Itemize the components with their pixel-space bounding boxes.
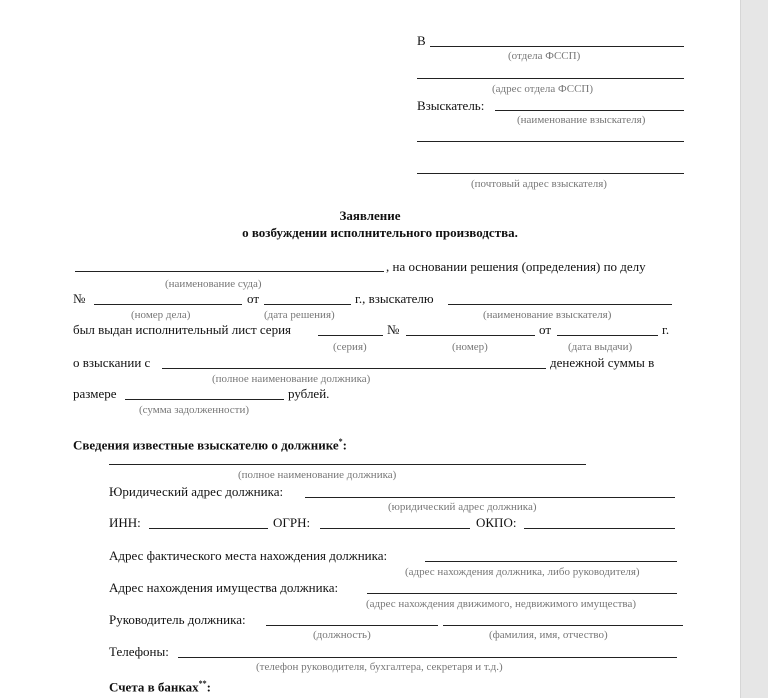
- caption-debtor-full: (полное наименование должника): [212, 373, 371, 385]
- recover-from-label: о взыскании с: [73, 355, 151, 370]
- phones-field[interactable]: [178, 657, 677, 658]
- fssp-address-field[interactable]: [417, 78, 684, 79]
- caption-claimant-postal: (почтовый адрес взыскателя): [471, 178, 607, 190]
- property-address-label: Адрес нахождения имущества должника:: [109, 580, 339, 595]
- caption-position: (должность): [313, 629, 371, 641]
- writ-number-label: №: [387, 322, 400, 337]
- head-position-field[interactable]: [266, 625, 438, 626]
- claimant-extra-field[interactable]: [417, 141, 684, 142]
- claimant-name-field[interactable]: [495, 110, 684, 111]
- claimant-label: Взыскатель:: [417, 98, 485, 113]
- writ-number-field[interactable]: [406, 335, 535, 336]
- case-from-label: от: [247, 291, 260, 306]
- caption-fssp-address: (адрес отдела ФССП): [492, 83, 594, 95]
- case-number-label: №: [73, 291, 86, 306]
- caption-series: (серия): [333, 341, 367, 353]
- claimant-postal-field[interactable]: [417, 173, 684, 174]
- actual-address-field[interactable]: [425, 561, 677, 562]
- inn-field[interactable]: [149, 528, 268, 529]
- caption-fssp-dept: (отдела ФССП): [508, 50, 581, 62]
- caption-actual-address: (адрес нахождения должника, либо руководителя): [405, 566, 640, 578]
- caption-court: (наименование суда): [165, 278, 262, 290]
- debtor-info-heading: [73, 434, 347, 452]
- bank-accounts-text: Счета в банках: [109, 679, 199, 695]
- claimant-inline-field[interactable]: [448, 304, 672, 305]
- bank-accounts-heading: [109, 676, 211, 694]
- ogrn-label: ОГРН:: [273, 515, 311, 530]
- rubles-label: рублей.: [288, 386, 330, 401]
- caption-property-address: (адрес нахождения движимого, недвижимого имущества): [366, 598, 637, 610]
- amount-label: размере: [73, 386, 117, 401]
- case-number-field[interactable]: [94, 304, 242, 305]
- debtor-info-heading-text: Сведения известные взыскателю о должнике: [73, 437, 339, 453]
- caption-claimant-name: (наименование взыскателя): [517, 114, 646, 126]
- debtor-name-field[interactable]: [109, 464, 586, 465]
- amount-text: денежной суммы в: [550, 355, 655, 370]
- court-name-field[interactable]: [75, 271, 384, 272]
- document-title: Заявление: [339, 208, 401, 223]
- debt-sum-field[interactable]: [125, 399, 284, 400]
- decision-date-field[interactable]: [264, 304, 351, 305]
- viewer-background: [740, 0, 768, 698]
- legal-address-label: Юридический адрес должника:: [109, 484, 284, 499]
- decision-text: , на основании решения (определения) по делу: [386, 259, 646, 274]
- to-label: В: [417, 33, 426, 48]
- caption-case-no: (номер дела): [131, 309, 191, 321]
- writ-series-field[interactable]: [318, 335, 383, 336]
- caption-number: (номер): [452, 341, 488, 353]
- caption-person-name: (фамилия, имя, отчество): [489, 629, 608, 641]
- caption-issue-date: (дата выдачи): [568, 341, 633, 353]
- caption-decision-date: (дата решения): [264, 309, 335, 321]
- caption-debt-sum: (сумма задолженности): [139, 404, 250, 416]
- writ-year-label: г.: [662, 322, 670, 337]
- footnote-mark-1: *: [338, 437, 343, 446]
- caption-full-name: (полное наименование должника): [238, 469, 397, 481]
- ogrn-field[interactable]: [320, 528, 470, 529]
- claimant-inline-label: г., взыскателю: [355, 291, 434, 306]
- writ-series-label: был выдан исполнительный лист серия: [73, 322, 292, 337]
- legal-address-field[interactable]: [305, 497, 675, 498]
- fssp-dept-field[interactable]: [430, 46, 684, 47]
- caption-claimant: (наименование взыскателя): [483, 309, 612, 321]
- writ-from-label: от: [539, 322, 552, 337]
- bank-accounts-colon: :: [206, 679, 212, 695]
- okpo-field[interactable]: [524, 528, 675, 529]
- footnote-mark-2: **: [198, 679, 207, 688]
- writ-date-field[interactable]: [557, 335, 658, 336]
- debtor-full-name-field[interactable]: [162, 368, 546, 369]
- document-subtitle: о возбуждении исполнительного производства.: [242, 225, 518, 240]
- actual-address-label: Адрес фактического места нахождения должника:: [109, 548, 388, 563]
- caption-legal-address: (юридический адрес должника): [388, 501, 537, 513]
- property-address-field[interactable]: [367, 593, 677, 594]
- okpo-label: ОКПО:: [476, 515, 517, 530]
- phones-label: Телефоны:: [109, 644, 169, 659]
- caption-phones: (телефон руководителя, бухгалтера, секретаря и т.д.): [256, 661, 503, 673]
- head-label: Руководитель должника:: [109, 612, 246, 627]
- debtor-info-heading-colon: :: [342, 437, 347, 453]
- inn-label: ИНН:: [109, 515, 141, 530]
- head-name-field[interactable]: [443, 625, 683, 626]
